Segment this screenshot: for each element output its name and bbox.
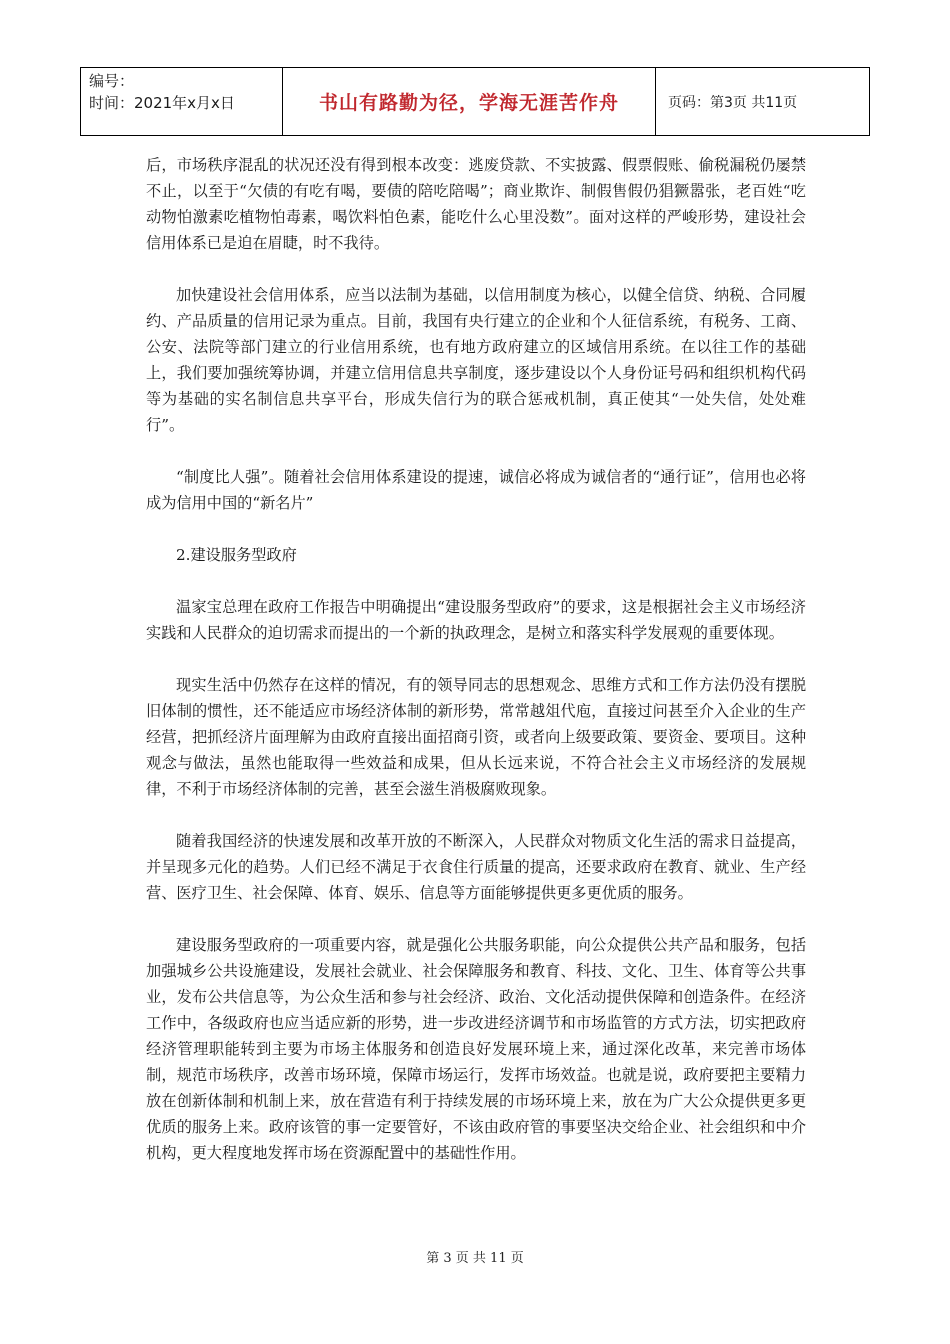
paragraph: 温家宝总理在政府工作报告中明确提出“建设服务型政府”的要求，这是根据社会主义市场经济实践和人民群众的迫切需求而提出的一个新的执政理念，是树立和落实科学发展观的重要体现。 [146,598,806,642]
document-number-label: 编号： [89,72,135,90]
paragraph: “制度比人强”。随着社会信用体系建设的提速，诚信必将成为诚信者的“通行证”，信用也必将成为信用中国的“新名片” [146,468,806,512]
header-motto-cell [283,68,656,135]
section-heading: 2.建设服务型政府 [176,546,297,564]
document-date-label: 时间：2021年x月x日 [89,94,235,112]
paragraph: 加快建设社会信用体系，应当以法制为基础，以信用制度为核心，以健全信贷、纳税、合同履约、产品质量的信用记录为重点。目前，我国有央行建立的企业和个人征信系统，有税务、工商、公安、法院等部门建立的行业信用系统，也有地方政府建立的区域信用系统。在以往工作的基础上，我们要加强统筹协调，并建立信用信息共享制度，逐步建设以个人身份证号码和组织机构代码等为基础的实名制信息共享平台，形成失信行为的联合惩戒机制，真正使其“一处失信，处处难行”。 [146,286,806,434]
paragraph: 随着我国经济的快速发展和改革开放的不断深入，人民群众对物质文化生活的需求日益提高，并呈现多元化的趋势。人们已经不满足于衣食住行质量的提高，还要求政府在教育、就业、生产经营、医疗卫生、社会保障、体育、娱乐、信息等方面能够提供更多更优质的服务。 [146,832,806,902]
header-meta-cell [81,68,283,135]
header-page-number: 页码：第3页 共11页 [668,94,798,111]
document-body [146,152,806,1192]
header-motto: 书山有路勤为径，学海无涯苦作舟 [318,92,619,114]
paragraph: 现实生活中仍然存在这样的情况，有的领导同志的思想观念、思维方式和工作方法仍没有摆脱旧体制的惯性，还不能适应市场经济体制的新形势，常常越俎代庖，直接过问甚至介入企业的生产经营，把抓经济片面理解为由政府直接出面招商引资，或者向上级要政策、要资金、要项目。这种观念与做法，虽然也能取得一些效益和成果，但从长远来说，不符合社会主义市场经济的发展规律，不利于市场经济体制的完善，甚至会滋生消极腐败现象。 [146,676,806,798]
page-header-table [80,67,870,136]
footer-page-number: 第 3 页 共 11 页 [426,1251,524,1266]
header-page-cell [656,68,869,135]
paragraph: 后，市场秩序混乱的状况还没有得到根本改变：逃废贷款、不实披露、假票假账、偷税漏税仍屡禁不止，以至于“欠债的有吃有喝，要债的陪吃陪喝”；商业欺诈、制假售假仍猖獗嚣张，老百姓“吃动物怕激素吃植物怕毒素，喝饮料怕色素，能吃什么心里没数”。面对这样的严峻形势，建设社会信用体系已是迫在眉睫，时不我待。 [146,156,806,252]
page-footer [0,1247,950,1266]
paragraph: 建设服务型政府的一项重要内容，就是强化公共服务职能，向公众提供公共产品和服务，包括加强城乡公共设施建设，发展社会就业、社会保障服务和教育、科技、文化、卫生、体育等公共事业，发布公共信息等，为公众生活和参与社会经济、政治、文化活动提供保障和创造条件。在经济工作中，各级政府也应当适应新的形势，进一步改进经济调节和市场监管的方式方法，切实把政府经济管理职能转到主要为市场主体服务和创造良好发展环境上来，通过深化改革，来完善市场体制，规范市场秩序，改善市场环境，保障市场运行，发挥市场效益。也就是说，政府要把主要精力放在创新体制和机制上来，放在营造有利于持续发展的市场环境上来，放在为广大公众提供更多更优质的服务上来。政府该管的事一定要管好，不该由政府管的事要坚决交给企业、社会组织和中介机构，更大程度地发挥市场在资源配置中的基础性作用。 [146,936,806,1162]
